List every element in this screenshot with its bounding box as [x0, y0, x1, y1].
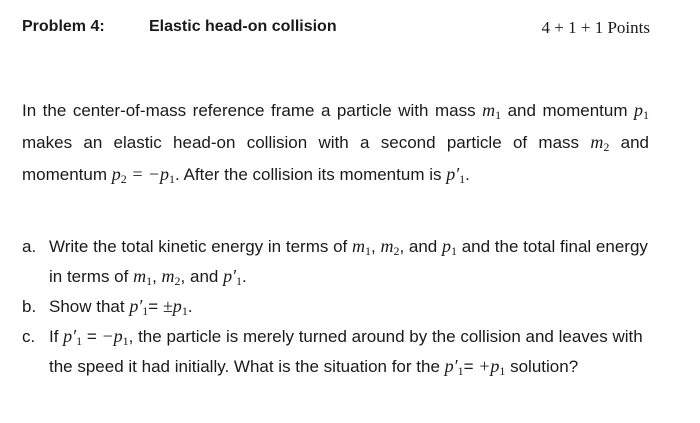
question-text: . — [187, 297, 193, 316]
problem-header — [22, 18, 650, 42]
problem-title: Elastic head-on collision — [149, 18, 337, 35]
math-p1-prime: $p'_1$ — [444, 356, 464, 378]
question-a — [22, 234, 652, 294]
math-p1: $p_1$ — [634, 100, 649, 122]
question-text: = — [463, 357, 479, 376]
statement-text: makes an elastic head-on collision with a second particle of mass — [22, 133, 591, 152]
math-pos-p1: $+p_1$ — [478, 356, 506, 378]
question-label: c. — [22, 327, 36, 346]
question-text: , and — [180, 267, 224, 286]
question-text: = — [148, 297, 163, 316]
question-text: = — [82, 327, 102, 346]
math-m2: $m_2$ — [161, 266, 181, 288]
math-p1: $p_1$ — [441, 236, 457, 258]
question-c — [22, 324, 652, 384]
points-label: 4 + 1 + 1 Points — [541, 18, 650, 37]
math-m1: $m_1$ — [482, 100, 502, 122]
math-m1: $m_1$ — [133, 266, 153, 288]
math-p2-eq-neg-p1: $p_2 = -p_1$ — [111, 164, 176, 186]
question-label: a. — [22, 237, 37, 256]
question-text: , — [370, 237, 381, 256]
statement-text: . — [465, 165, 470, 184]
math-p1-prime: $p'_1$ — [446, 164, 466, 186]
math-p1-prime: $p'_1$ — [63, 326, 83, 348]
math-m1: $m_1$ — [351, 236, 371, 258]
question-text: , — [152, 267, 162, 286]
math-p1-prime: $p'_1$ — [129, 296, 149, 318]
statement-text: and momentum — [501, 101, 634, 120]
math-neg-p1: $-p_1$ — [101, 326, 129, 348]
math-p1-prime: $p'_1$ — [223, 266, 243, 288]
question-text: . — [242, 267, 247, 286]
problem-number: Problem 4: — [22, 18, 105, 35]
question-text: , and — [399, 237, 442, 256]
math-m2: $m_2$ — [590, 132, 610, 154]
question-text: Show that — [49, 297, 130, 316]
question-b — [22, 294, 652, 324]
question-text: and the total final energy in terms of — [49, 237, 648, 286]
statement-text: . After the collision its momentum is — [175, 165, 447, 184]
statement-text: In the center-of-mass reference frame a particle with mass — [22, 101, 483, 120]
question-text: If — [49, 327, 64, 346]
question-text: solution? — [505, 357, 579, 376]
question-label: b. — [22, 297, 37, 316]
math-pm-p1: $\pm p_1$ — [162, 296, 188, 318]
statement-text: and momentum — [22, 133, 649, 184]
question-text: , the particle is merely turned around by the collision and leaves with the speed it had initially. What is the situation for the — [49, 327, 643, 376]
math-m2: $m_2$ — [380, 236, 400, 258]
question-text: Write the total kinetic energy in terms of — [49, 237, 352, 256]
problem-statement — [22, 97, 649, 193]
question-list — [22, 234, 652, 384]
